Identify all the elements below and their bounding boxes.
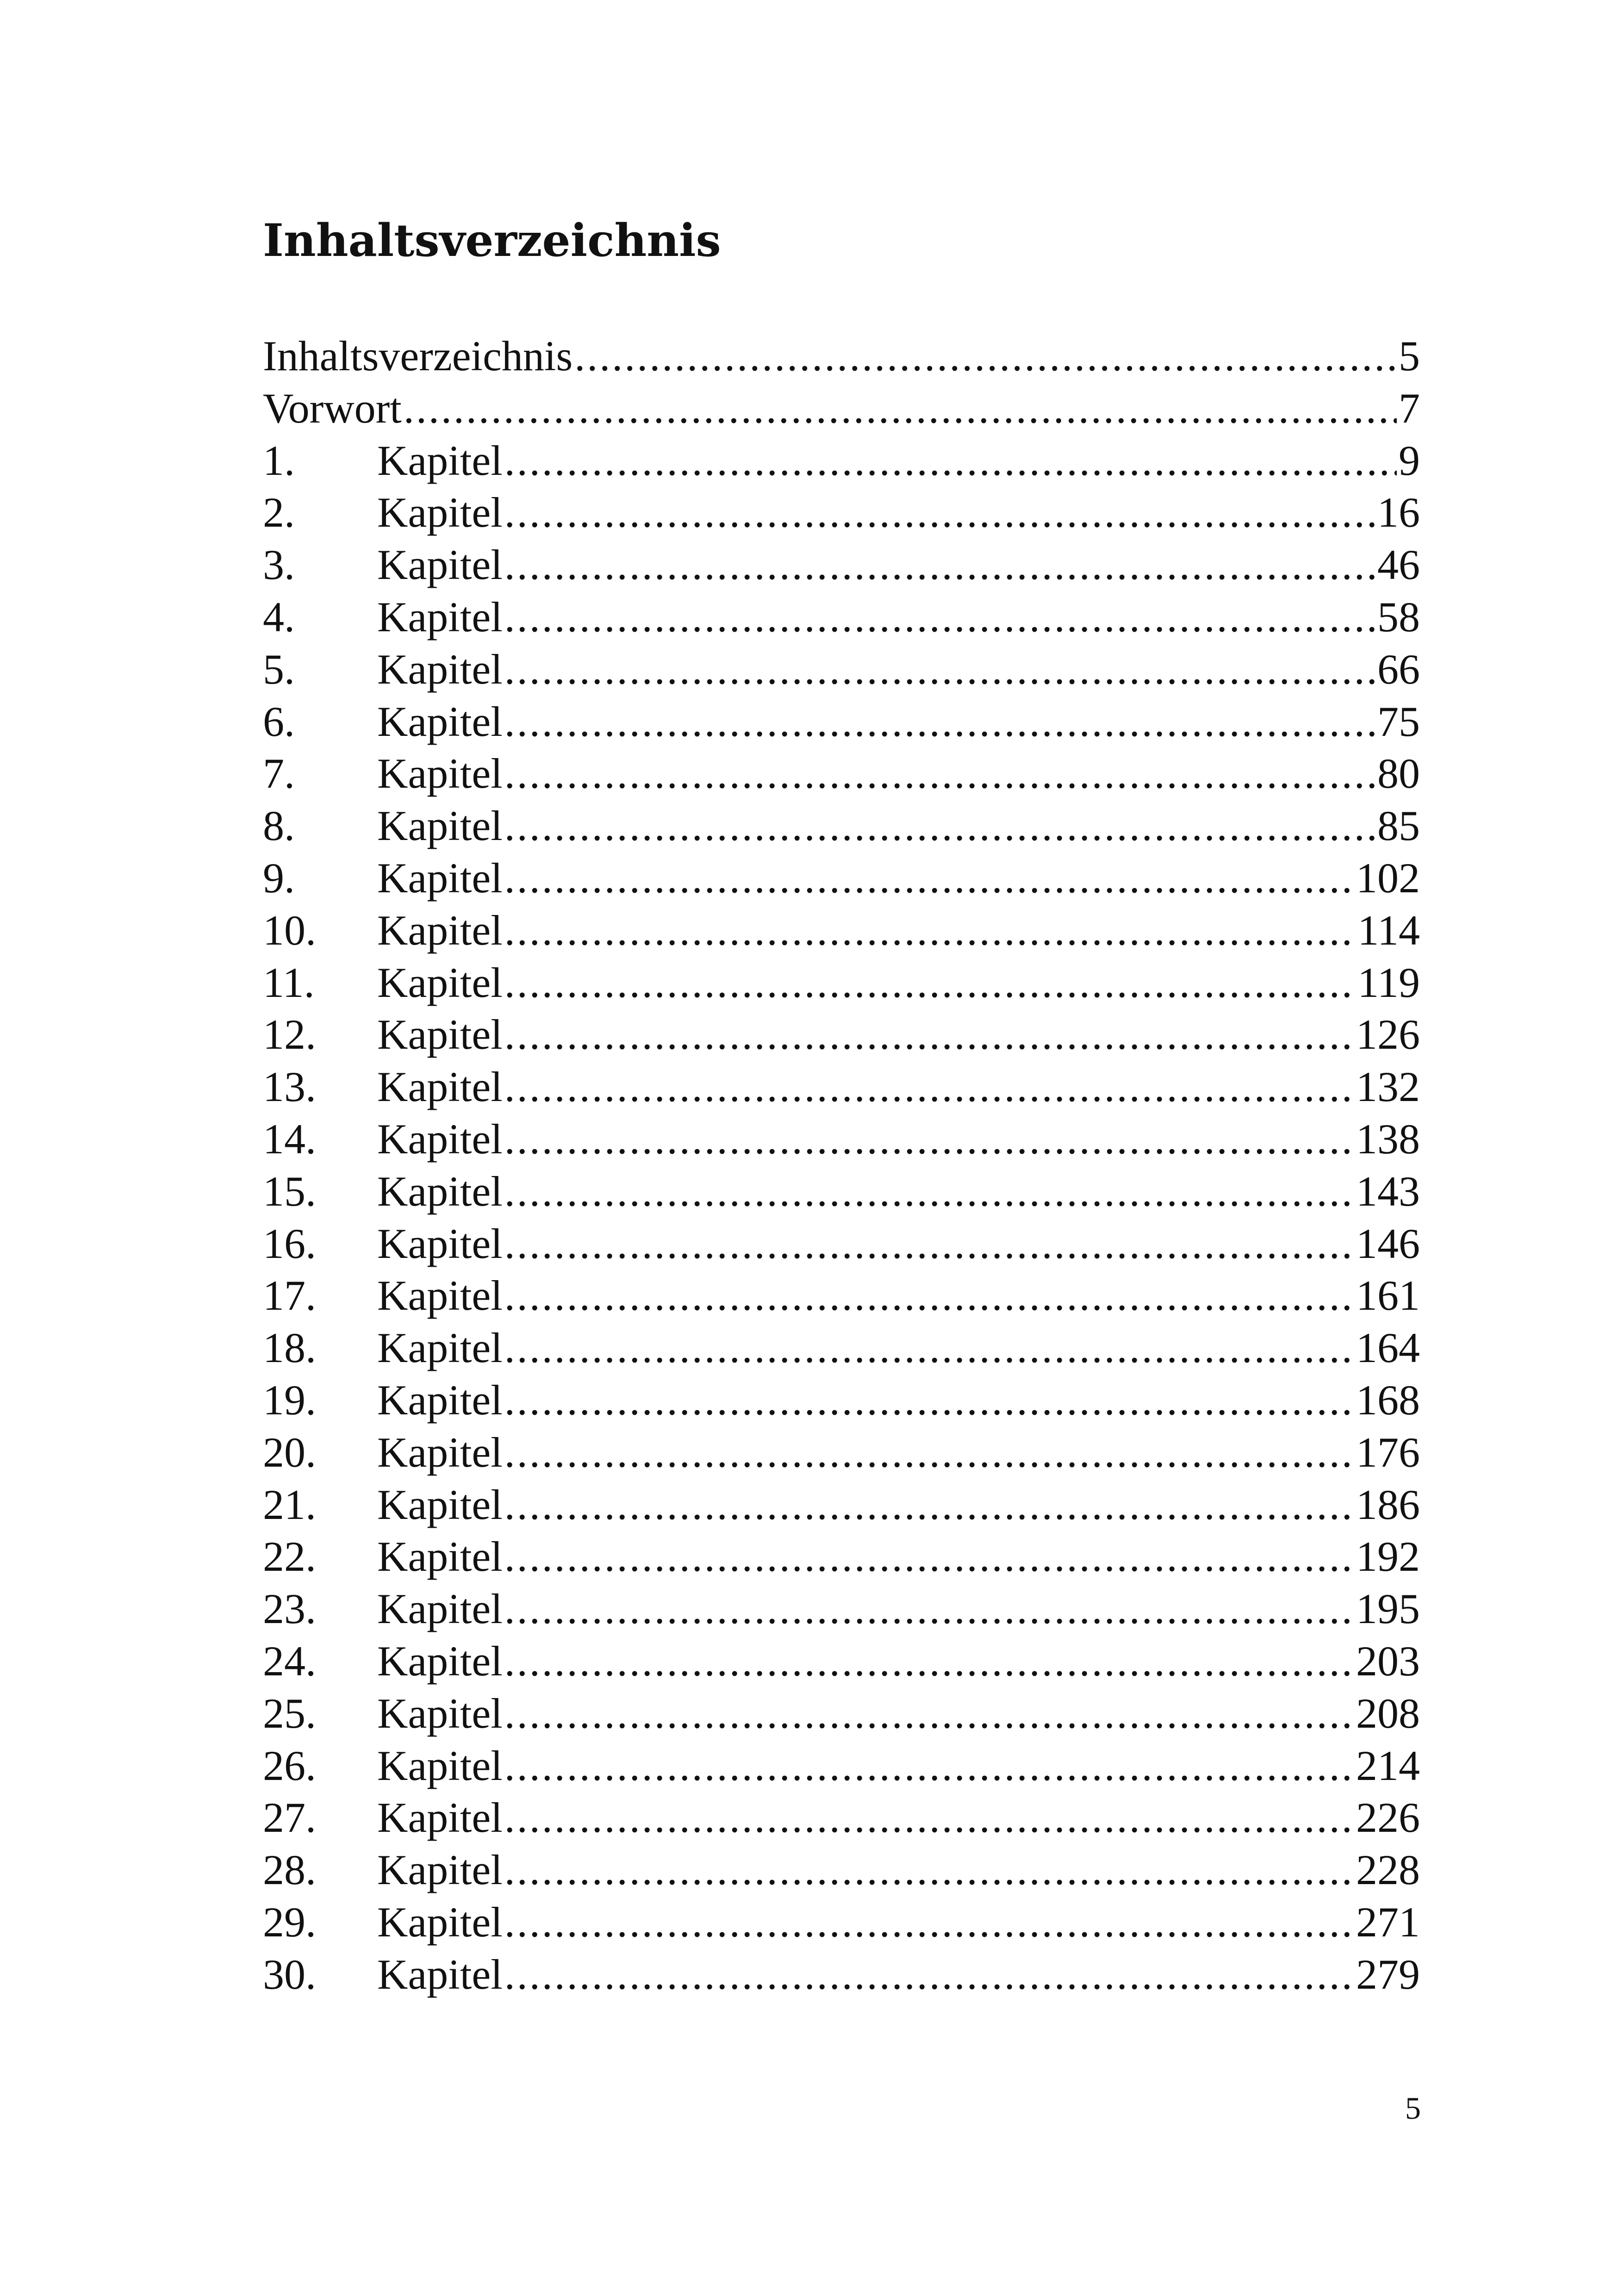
toc-entry-number: 20. <box>263 1428 316 1476</box>
toc-entry-number: 18. <box>263 1324 316 1372</box>
toc-entry[interactable] <box>263 435 1420 487</box>
toc-entry-number: 4. <box>263 593 295 641</box>
toc-dot-leader <box>504 1740 1354 1792</box>
toc-dot-leader <box>504 1008 1354 1061</box>
toc-dot-leader <box>504 904 1356 957</box>
toc-entry[interactable] <box>263 957 1420 1009</box>
toc-entry-page: 80 <box>1377 750 1420 797</box>
toc-entry-label: Kapitel <box>377 541 503 589</box>
toc-entry-page: 126 <box>1356 1011 1420 1058</box>
toc-dot-leader <box>504 1061 1354 1113</box>
toc-dot-leader <box>504 591 1375 643</box>
toc-entry-number: 23. <box>263 1585 316 1633</box>
toc-entry[interactable] <box>263 696 1420 748</box>
toc-dot-leader <box>504 1165 1354 1218</box>
toc-entry-number: 30. <box>263 1950 316 1998</box>
toc-entry[interactable] <box>263 1322 1420 1374</box>
toc-entry-label: Kapitel <box>377 1011 503 1058</box>
toc-entry-label: Kapitel <box>377 854 503 902</box>
toc-entry[interactable] <box>263 1531 1420 1583</box>
toc-entry[interactable] <box>263 1218 1420 1270</box>
toc-entry-page: 7 <box>1399 384 1420 432</box>
toc-entry-number: 15. <box>263 1167 316 1215</box>
toc-entry-page: 164 <box>1356 1324 1420 1372</box>
toc-dot-leader <box>504 957 1356 1009</box>
toc-entry-label: Kapitel <box>377 645 503 693</box>
toc-entry-label: Kapitel <box>377 802 503 850</box>
toc-entry[interactable] <box>263 852 1420 904</box>
toc-entry-page: 85 <box>1377 802 1420 850</box>
toc-dot-leader <box>504 1374 1354 1426</box>
toc-entry[interactable] <box>263 1948 1420 2001</box>
toc-entry-number: 9. <box>263 854 295 902</box>
toc-entry-label: Kapitel <box>377 1376 503 1424</box>
toc-dot-leader <box>504 1583 1354 1635</box>
toc-dot-leader <box>504 486 1375 539</box>
toc-entry-label: Kapitel <box>377 1950 503 1998</box>
toc-entry[interactable] <box>263 1844 1420 1896</box>
toc-entry-label: Kapitel <box>377 1794 503 1842</box>
toc-entry-label: Inhaltsverzeichnis <box>263 332 573 380</box>
toc-entry[interactable] <box>263 591 1420 643</box>
toc-dot-leader <box>504 1322 1354 1374</box>
toc-dot-leader <box>504 643 1375 696</box>
toc-entry[interactable] <box>263 1061 1420 1113</box>
toc-entry[interactable] <box>263 1269 1420 1322</box>
toc-entry-page: 143 <box>1356 1167 1420 1215</box>
table-of-contents <box>263 330 1420 2001</box>
toc-dot-leader <box>504 852 1354 904</box>
toc-entry-number: 17. <box>263 1272 316 1319</box>
toc-dot-leader <box>504 1635 1354 1687</box>
toc-entry-page: 146 <box>1356 1220 1420 1267</box>
toc-entry-page: 138 <box>1356 1115 1420 1163</box>
toc-entry-number: 21. <box>263 1481 316 1528</box>
toc-entry-number: 16. <box>263 1220 316 1267</box>
toc-entry-number: 27. <box>263 1794 316 1842</box>
toc-entry-label: Vorwort <box>263 384 402 432</box>
toc-entry-page: 195 <box>1356 1585 1420 1633</box>
toc-entry-number: 11. <box>263 958 315 1006</box>
toc-entry-page: 226 <box>1356 1794 1420 1842</box>
toc-entry-page: 208 <box>1356 1689 1420 1737</box>
toc-entry[interactable] <box>263 1008 1420 1061</box>
toc-entry-label: Kapitel <box>377 1324 503 1372</box>
toc-entry-page: 119 <box>1357 958 1420 1006</box>
toc-dot-leader <box>504 1426 1354 1479</box>
toc-entry-label: Kapitel <box>377 1637 503 1685</box>
toc-dot-leader <box>504 539 1375 591</box>
toc-dot-leader <box>574 330 1397 382</box>
toc-entry-label: Kapitel <box>377 1428 503 1476</box>
toc-entry-page: 46 <box>1377 541 1420 589</box>
toc-entry-page: 279 <box>1356 1950 1420 1998</box>
toc-entry[interactable] <box>263 1113 1420 1165</box>
toc-entry-page: 132 <box>1356 1063 1420 1111</box>
toc-dot-leader <box>504 1896 1354 1948</box>
toc-dot-leader <box>504 1479 1354 1531</box>
toc-dot-leader <box>504 1531 1354 1583</box>
toc-entry[interactable] <box>263 1687 1420 1740</box>
toc-entry-page: 214 <box>1356 1742 1420 1789</box>
toc-entry-label: Kapitel <box>377 1167 503 1215</box>
toc-entry[interactable] <box>263 643 1420 696</box>
toc-entry-label: Kapitel <box>377 1481 503 1528</box>
toc-entry-number: 24. <box>263 1637 316 1685</box>
toc-entry-page: 16 <box>1377 489 1420 536</box>
toc-entry-number: 19. <box>263 1376 316 1424</box>
toc-entry[interactable] <box>263 539 1420 591</box>
toc-entry[interactable] <box>263 1479 1420 1531</box>
toc-entry-label: Kapitel <box>377 906 503 954</box>
toc-entry-page: 66 <box>1377 645 1420 693</box>
toc-entry[interactable] <box>263 1740 1420 1792</box>
toc-dot-leader <box>504 1792 1354 1844</box>
toc-dot-leader <box>504 1113 1354 1165</box>
toc-entry-page: 75 <box>1377 697 1420 745</box>
toc-dot-leader <box>504 747 1375 800</box>
toc-entry[interactable] <box>263 1792 1420 1844</box>
toc-entry-page: 5 <box>1399 332 1420 380</box>
toc-entry-number: 7. <box>263 750 295 797</box>
toc-entry-label: Kapitel <box>377 1272 503 1319</box>
toc-dot-leader <box>404 382 1397 435</box>
toc-entry-page: 203 <box>1356 1637 1420 1685</box>
toc-entry-number: 8. <box>263 802 295 850</box>
toc-dot-leader <box>504 1687 1354 1740</box>
toc-dot-leader <box>504 696 1375 748</box>
toc-entry-label: Kapitel <box>377 436 503 484</box>
toc-entry-label: Kapitel <box>377 1533 503 1580</box>
toc-entry-number: 29. <box>263 1898 316 1946</box>
toc-entry-number: 10. <box>263 906 316 954</box>
toc-entry-label: Kapitel <box>377 489 503 536</box>
toc-entry-page: 9 <box>1399 436 1420 484</box>
toc-entry-page: 271 <box>1356 1898 1420 1946</box>
toc-entry-page: 102 <box>1356 854 1420 902</box>
toc-dot-leader <box>504 435 1397 487</box>
toc-entry[interactable] <box>263 1896 1420 1948</box>
toc-entry-number: 12. <box>263 1011 316 1058</box>
toc-entry-page: 176 <box>1356 1428 1420 1476</box>
toc-entry-number: 6. <box>263 697 295 745</box>
toc-entry-number: 3. <box>263 541 295 589</box>
toc-entry-number: 22. <box>263 1533 316 1580</box>
toc-entry-label: Kapitel <box>377 1063 503 1111</box>
toc-entry[interactable] <box>263 1583 1420 1635</box>
toc-entry-label: Kapitel <box>377 1115 503 1163</box>
toc-entry-label: Kapitel <box>377 1742 503 1789</box>
toc-entry-number: 25. <box>263 1689 316 1737</box>
toc-entry-label: Kapitel <box>377 1689 503 1737</box>
toc-entry-page: 114 <box>1357 906 1420 954</box>
toc-entry[interactable] <box>263 1374 1420 1426</box>
toc-dot-leader <box>504 1269 1354 1322</box>
toc-entry-page: 192 <box>1356 1533 1420 1580</box>
toc-entry[interactable] <box>263 1635 1420 1687</box>
toc-entry[interactable] <box>263 1426 1420 1479</box>
toc-entry-number: 14. <box>263 1115 316 1163</box>
toc-entry-label: Kapitel <box>377 593 503 641</box>
toc-dot-leader <box>504 1844 1354 1896</box>
toc-entry-label: Kapitel <box>377 1220 503 1267</box>
toc-entry-number: 1. <box>263 436 295 484</box>
toc-entry-page: 58 <box>1377 593 1420 641</box>
toc-entry-number: 13. <box>263 1063 316 1111</box>
toc-entry-label: Kapitel <box>377 1846 503 1894</box>
toc-entry[interactable] <box>263 904 1420 957</box>
toc-entry[interactable] <box>263 382 1420 435</box>
toc-entry-number: 28. <box>263 1846 316 1894</box>
page-title: Inhaltsverzeichnis <box>263 214 721 267</box>
toc-entry[interactable] <box>263 330 1420 382</box>
toc-entry-number: 26. <box>263 1742 316 1789</box>
toc-entry-page: 228 <box>1356 1846 1420 1894</box>
toc-entry-number: 5. <box>263 645 295 693</box>
toc-entry-label: Kapitel <box>377 750 503 797</box>
toc-entry-label: Kapitel <box>377 958 503 1006</box>
toc-entry[interactable] <box>263 1165 1420 1218</box>
toc-entry-label: Kapitel <box>377 1898 503 1946</box>
toc-dot-leader <box>504 1218 1354 1270</box>
toc-dot-leader <box>504 1948 1354 2001</box>
toc-entry[interactable] <box>263 800 1420 852</box>
page-number: 5 <box>1405 2091 1421 2126</box>
toc-entry-page: 186 <box>1356 1481 1420 1528</box>
toc-entry-label: Kapitel <box>377 1585 503 1633</box>
toc-entry-number: 2. <box>263 489 295 536</box>
toc-entry[interactable] <box>263 747 1420 800</box>
toc-entry-page: 161 <box>1356 1272 1420 1319</box>
toc-entry-page: 168 <box>1356 1376 1420 1424</box>
toc-entry[interactable] <box>263 486 1420 539</box>
toc-entry-label: Kapitel <box>377 697 503 745</box>
toc-dot-leader <box>504 800 1375 852</box>
